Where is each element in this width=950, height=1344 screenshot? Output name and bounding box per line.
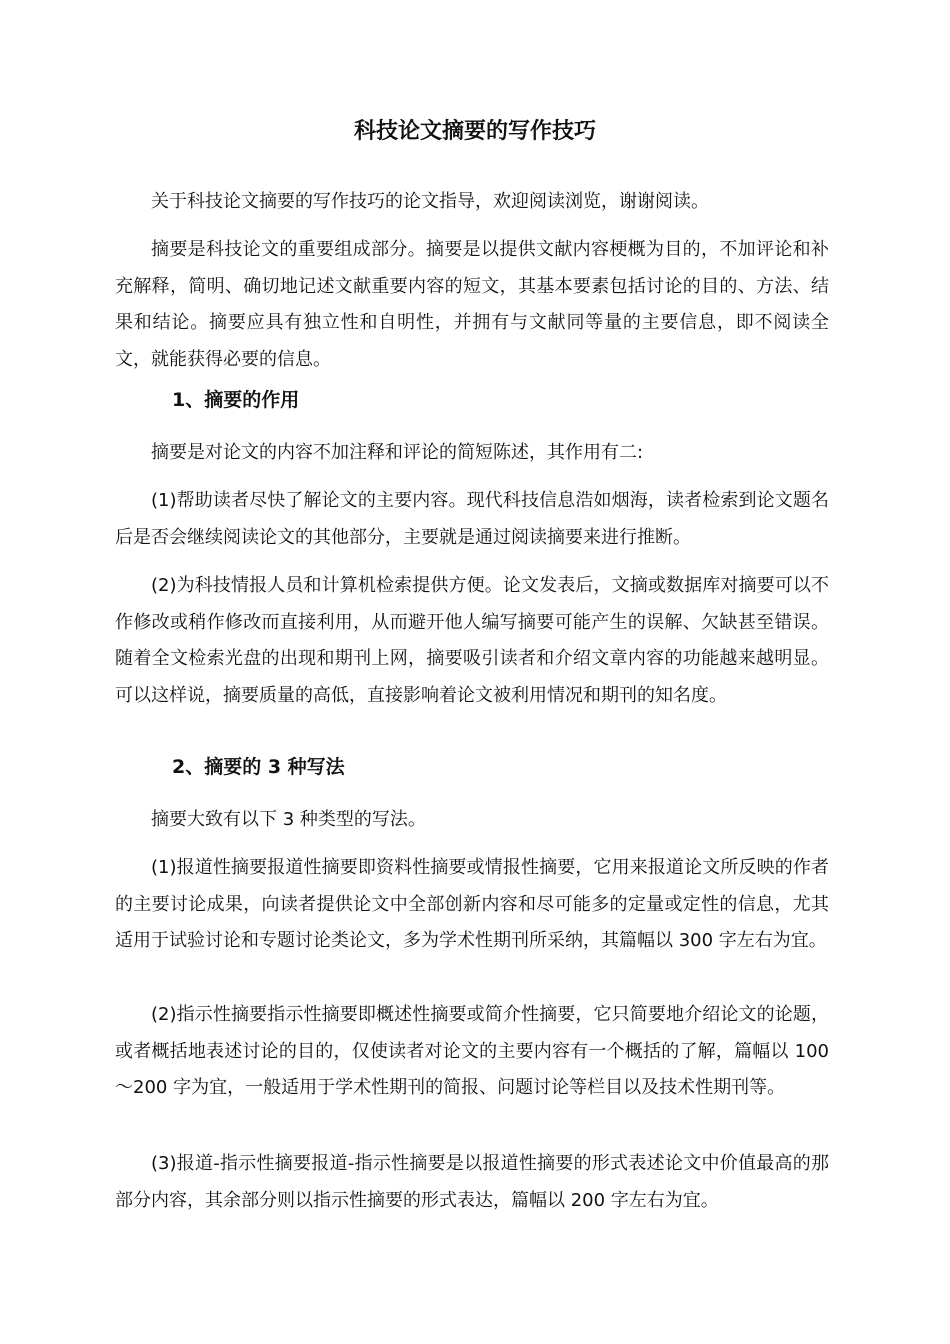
section-1-lead: 摘要是对论文的内容不加注释和评论的简短陈述，其作用有二: xyxy=(151,442,644,463)
section-1-item-2: (2)为科技情报人员和计算机检索提供方便。论文发表后，文摘或数据库对摘要可以不作修改或稍作修改而直接利用，从而避开他人编写摘要可能产生的误解、欠缺甚至错误。随着全文检索光盘的出现和期刊上网，摘要吸引读者和介绍文章内容的功能越来越明显。可以这样说，摘要质量的高低，直接影响着论文被利用情况和期刊的知名度。 xyxy=(115,575,829,706)
section-2-item-1: (1)报道性摘要报道性摘要即资料性摘要或情报性摘要，它用来报道论文所反映的作者的主要讨论成果，向读者提供论文中全部创新内容和尽可能多的定量或定性的信息，尤其适用于试验讨论和专题讨论类论文，多为学术性期刊所采纳，其篇幅以 300 字左右为宜。 xyxy=(115,857,829,951)
intro-paragraph: 关于科技论文摘要的写作技巧的论文指导，欢迎阅读浏览，谢谢阅读。 xyxy=(151,191,709,212)
section-2-item-3: (3)报道-指示性摘要报道-指示性摘要是以报道性摘要的形式表述论文中价值最高的那部分内容，其余部分则以指示性摘要的形式表达，篇幅以 200 字左右为宜。 xyxy=(115,1153,829,1211)
definition-paragraph: 摘要是科技论文的重要组成部分。摘要是以提供文献内容梗概为目的，不加评论和补充解释，简明、确切地记述文献重要内容的短文，其基本要素包括讨论的目的、方法、结果和结论。摘要应具有独立性和自明性，并拥有与文献同等量的主要信息，即不阅读全文，就能获得必要的信息。 xyxy=(115,239,829,370)
document-title: 科技论文摘要的写作技巧 xyxy=(353,119,596,144)
section-1-heading: 1、摘要的作用 xyxy=(172,389,300,411)
section-2-item-2: (2)指示性摘要指示性摘要即概述性摘要或简介性摘要，它只简要地介绍论文的论题，或者概括地表述讨论的目的，仅使读者对论文的主要内容有一个概括的了解，篇幅以 100～200 字为宜，一般适用于学术性期刊的简报、问题讨论等栏目以及技术性期刊等。 xyxy=(115,1004,829,1098)
section-1-item-1: (1)帮助读者尽快了解论文的主要内容。现代科技信息浩如烟海，读者检索到论文题名后是否会继续阅读论文的其他部分，主要就是通过阅读摘要来进行推断。 xyxy=(115,490,829,548)
section-2-heading: 2、摘要的 3 种写法 xyxy=(172,756,345,778)
section-2-lead: 摘要大致有以下 3 种类型的写法。 xyxy=(151,809,426,830)
